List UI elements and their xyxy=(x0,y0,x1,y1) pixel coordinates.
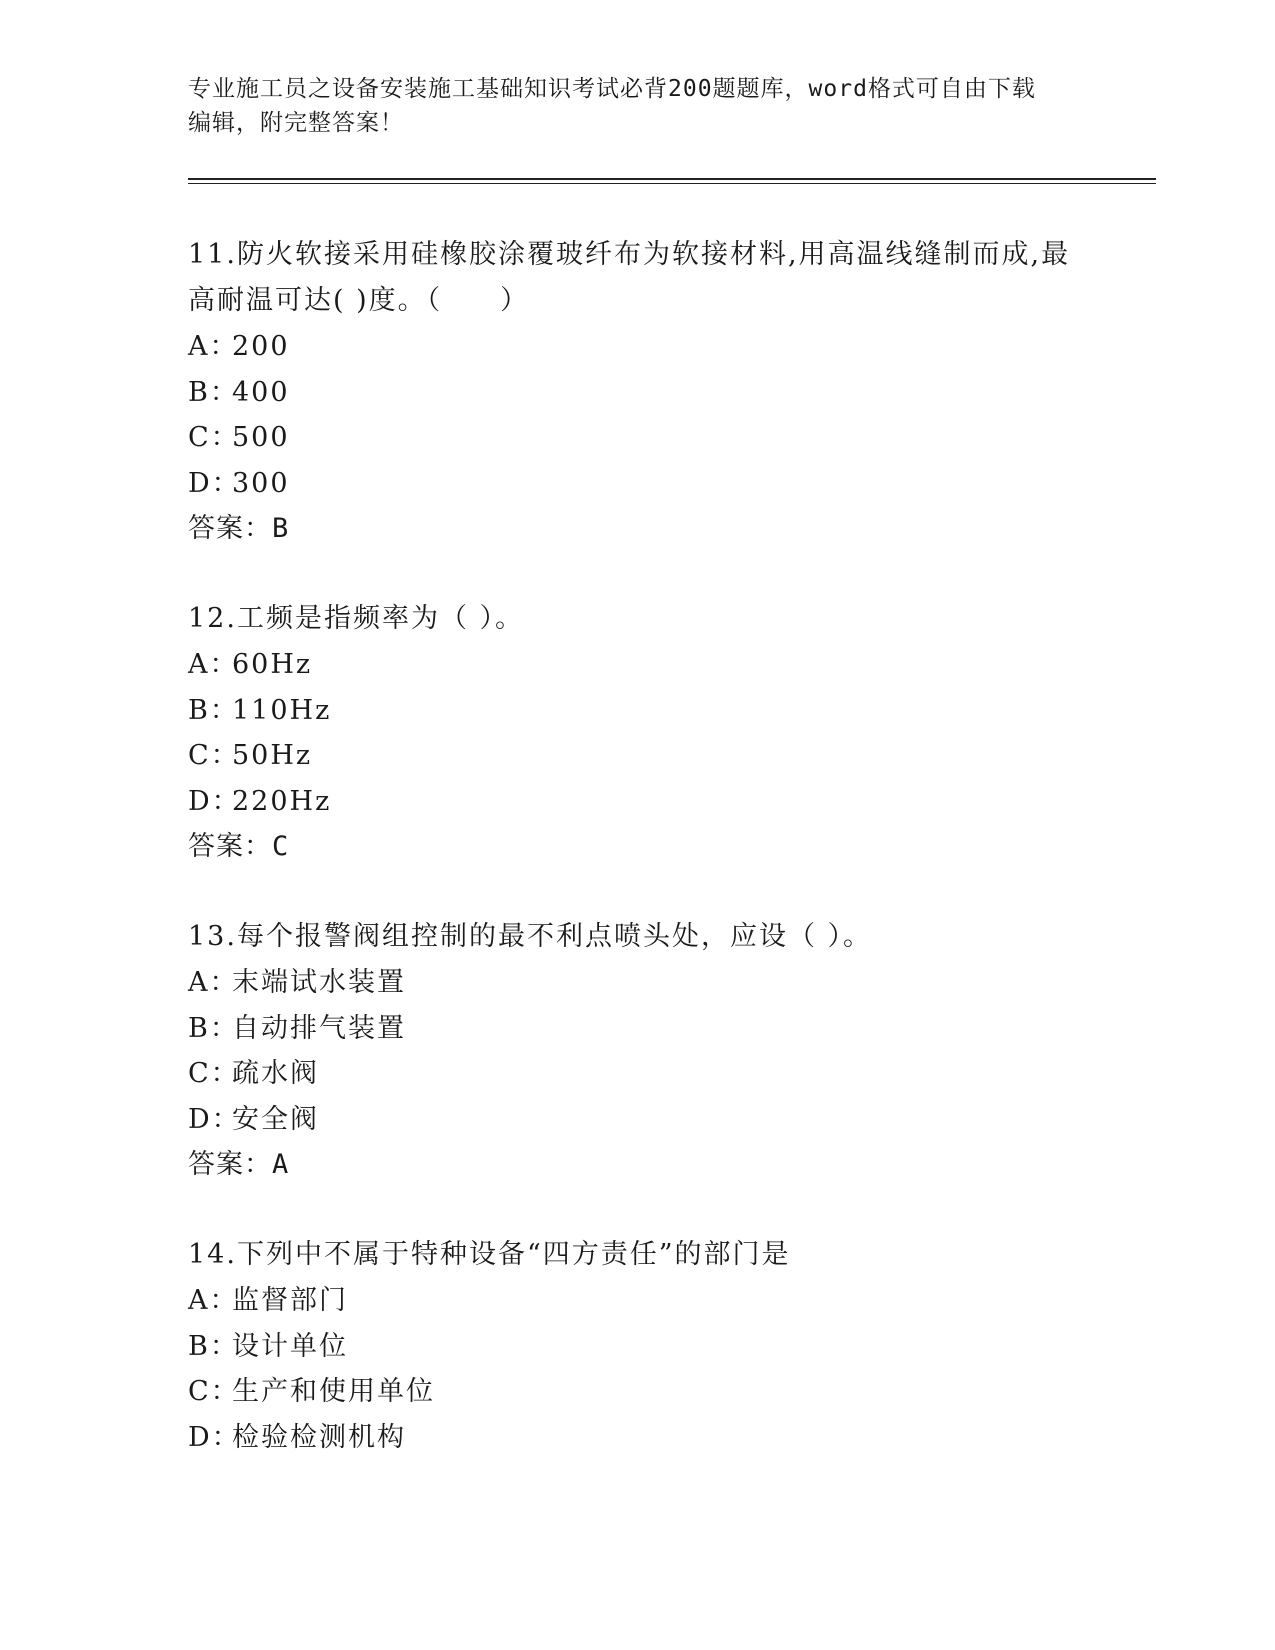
question-text xyxy=(188,914,1088,960)
option-key: A： xyxy=(188,649,239,680)
option-value: 300 xyxy=(232,467,290,499)
option-value: 400 xyxy=(232,376,290,408)
option-key: D： xyxy=(188,467,241,499)
header-divider-bottom xyxy=(188,183,1156,184)
option-value: 监督部门 xyxy=(232,1285,348,1316)
header-line-1: 专业施工员之设备安装施工基础知识考试必背200题题库，word格式可自由下载 xyxy=(188,76,1036,102)
option-a xyxy=(188,1278,1088,1324)
option-c xyxy=(188,733,1088,779)
option-key: D： xyxy=(188,1421,241,1453)
option-key: B： xyxy=(188,1012,239,1044)
option-value: 220Hz xyxy=(232,785,332,817)
option-d xyxy=(188,1097,1088,1143)
answer-label: 答案：A xyxy=(188,1149,290,1181)
option-d xyxy=(188,779,1088,825)
option-value: 安全阀 xyxy=(232,1103,319,1135)
question-text xyxy=(188,1232,1088,1278)
question-text-line-1: 13.每个报警阀组控制的最不利点喷头处，应设（ ）。 xyxy=(188,921,873,952)
question-text-line-2: 高耐温可达( )度。（ ） xyxy=(188,285,530,316)
option-c xyxy=(188,415,1088,461)
option-a xyxy=(188,960,1088,1006)
answer-label: 答案：C xyxy=(188,831,290,863)
answer-label: 答案：B xyxy=(188,513,290,545)
question-14 xyxy=(188,1232,1088,1460)
option-value: 检验检测机构 xyxy=(232,1421,406,1453)
option-key: B： xyxy=(188,694,239,726)
option-value: 200 xyxy=(232,331,290,362)
option-value: 60Hz xyxy=(232,649,313,680)
question-11 xyxy=(188,232,1088,552)
option-b xyxy=(188,1006,1088,1052)
option-a xyxy=(188,642,1088,688)
header-line-2: 编辑，附完整答案！ xyxy=(188,110,404,136)
option-value: 110Hz xyxy=(232,694,332,726)
option-key: C： xyxy=(188,740,240,772)
question-12 xyxy=(188,596,1088,870)
option-value: 末端试水装置 xyxy=(232,967,406,998)
option-c xyxy=(188,1369,1088,1415)
option-value: 50Hz xyxy=(232,740,313,772)
question-text-line-1: 12.工频是指频率为（ ）。 xyxy=(188,603,525,634)
option-d xyxy=(188,461,1088,507)
option-key: C： xyxy=(188,1376,240,1408)
option-key: B： xyxy=(188,1330,239,1362)
option-key: B： xyxy=(188,376,239,408)
option-value: 500 xyxy=(232,422,290,454)
question-text-line-1: 11.防火软接采用硅橡胶涂覆玻纤布为软接材料,用高温线缝制而成,最 xyxy=(188,239,1071,270)
document-header xyxy=(188,72,1088,140)
option-c xyxy=(188,1051,1088,1097)
option-key: A： xyxy=(188,1285,239,1316)
option-value: 疏水阀 xyxy=(232,1058,319,1090)
question-text xyxy=(188,232,1088,324)
option-b xyxy=(188,688,1088,734)
question-13 xyxy=(188,914,1088,1188)
option-value: 生产和使用单位 xyxy=(232,1376,435,1408)
option-key: C： xyxy=(188,1058,240,1090)
option-key: D： xyxy=(188,1103,241,1135)
option-key: D： xyxy=(188,785,241,817)
option-key: A： xyxy=(188,331,239,362)
question-text-line-1: 14.下列中不属于特种设备“四方责任”的部门是 xyxy=(188,1239,791,1270)
header-divider-top xyxy=(188,178,1156,180)
option-d xyxy=(188,1415,1088,1461)
option-b xyxy=(188,1324,1088,1370)
option-a xyxy=(188,324,1088,370)
option-value: 设计单位 xyxy=(232,1330,348,1362)
option-key: A： xyxy=(188,967,239,998)
option-key: C： xyxy=(188,422,240,454)
option-value: 自动排气装置 xyxy=(232,1012,406,1044)
question-text xyxy=(188,596,1088,642)
option-b xyxy=(188,370,1088,416)
